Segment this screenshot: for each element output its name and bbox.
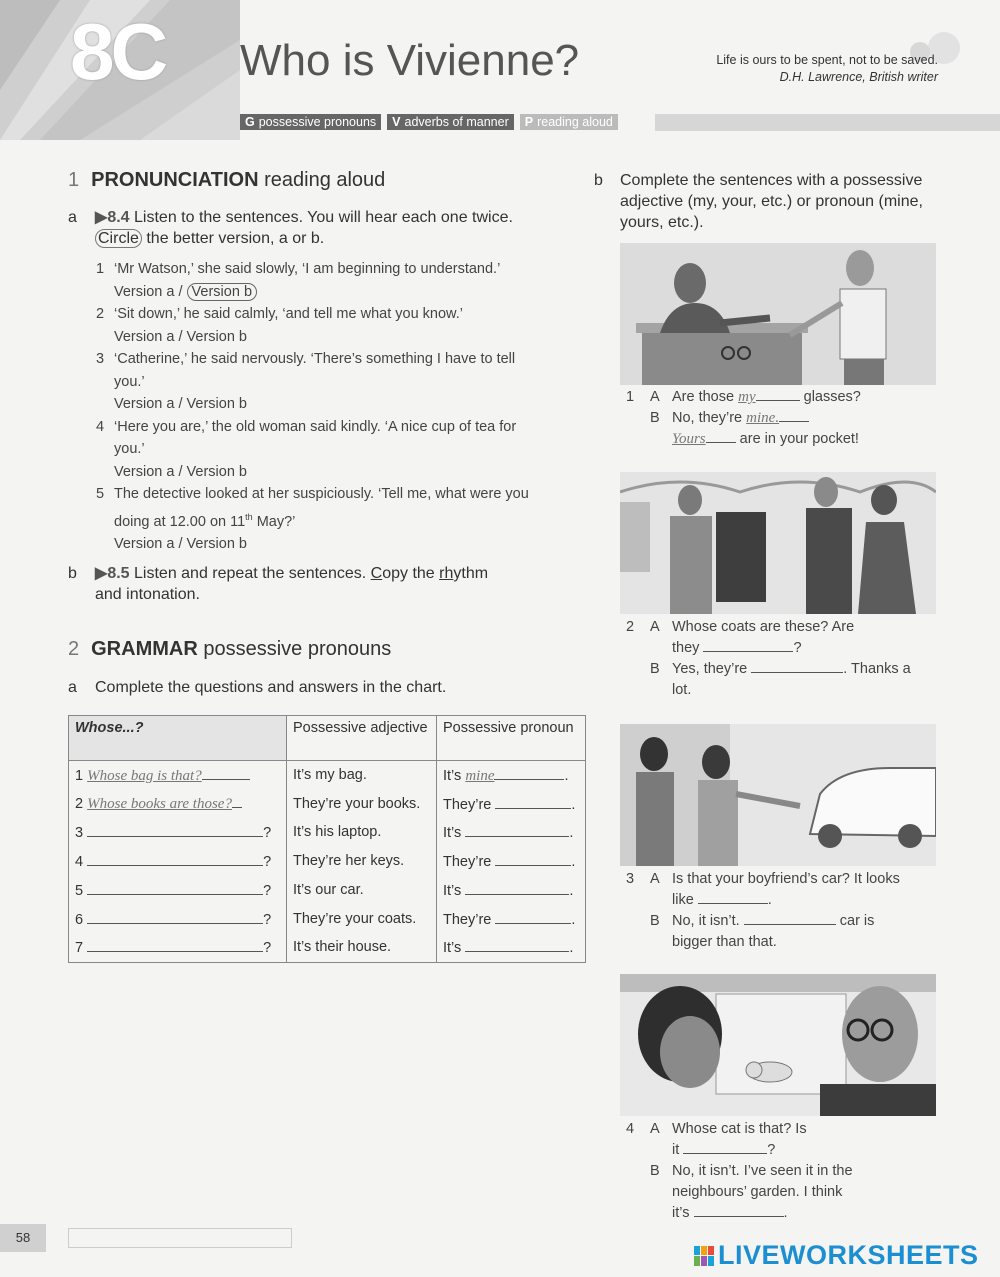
version-choice[interactable]: Version a / Version b bbox=[114, 328, 247, 345]
table-row: 4 ? They’re her keys. They’re . bbox=[69, 847, 586, 876]
answer-field[interactable] bbox=[465, 938, 569, 952]
answer-field[interactable] bbox=[465, 881, 569, 895]
illustration-glasses bbox=[620, 243, 936, 385]
list-item: 5 The detective looked at her suspiciously. ‘Tell me, what were you doing at 12.00 on 11th May?’ Version a / Version b bbox=[96, 483, 566, 555]
circled-answer[interactable]: Version b bbox=[187, 283, 257, 301]
men-pointing-illustration bbox=[620, 243, 936, 385]
answer-field[interactable]: my bbox=[738, 389, 756, 405]
dialog-3: 3 A Is that your boyfriend’s car? It looks like . B No, it isn’t. car is bigger than that. bbox=[626, 871, 900, 950]
answer-field[interactable] bbox=[703, 638, 793, 652]
possessive-chart bbox=[68, 715, 586, 963]
section-1a-instruction: a ▶8.4 Listen to the sentences. You will hear each one twice. Circle the better version, a or b. bbox=[68, 209, 513, 247]
section-2a-instruction: a Complete the questions and answers in the chart. bbox=[68, 679, 447, 696]
answer-field[interactable] bbox=[751, 659, 843, 673]
answer-field[interactable]: mine. bbox=[746, 410, 780, 426]
answer-field[interactable] bbox=[683, 1140, 767, 1154]
table-header: Whose...? Possessive adjective Possessive pronoun bbox=[69, 716, 586, 761]
quote-text: Life is ours to be spent, not to be saved. bbox=[716, 53, 938, 67]
section-1-heading: 1 PRONUNCIATION reading aloud bbox=[68, 169, 386, 191]
version-choice[interactable]: Version a / Version b bbox=[114, 535, 247, 552]
answer-field[interactable] bbox=[87, 910, 263, 924]
table-row: 2 Whose books are those? They’re your books. They’re . bbox=[69, 789, 586, 818]
quote-author: D.H. Lawrence, British writer bbox=[779, 70, 938, 84]
answer-field[interactable] bbox=[87, 881, 263, 895]
table-row: 1 Whose bag is that? It’s my bag. It’s mine . bbox=[69, 761, 586, 790]
answer-field[interactable]: Whose bag is that? bbox=[87, 767, 202, 784]
version-choice[interactable]: Version a / Version b bbox=[114, 396, 247, 412]
answer-field[interactable] bbox=[698, 890, 768, 904]
section-b-instruction: b Complete the sentences with a possessive adjective (my, your, etc.) or pronoun (mine, yours, etc.). bbox=[594, 172, 923, 231]
illustration-car bbox=[620, 724, 936, 866]
tag-bar-filler bbox=[655, 114, 1000, 131]
dialog-1: 1 A Are those my glasses? B No, they’re mine. Yours are in your pocket! bbox=[626, 389, 861, 447]
brand-name: LIVEWORKSHEETS bbox=[718, 1240, 979, 1270]
illustration-cat bbox=[620, 974, 936, 1116]
answer-field[interactable] bbox=[495, 795, 571, 809]
brand-logo[interactable] bbox=[694, 1240, 979, 1271]
answer-field[interactable] bbox=[744, 911, 836, 925]
list-item: 3 ‘Catherine,’ he said nervously. ‘There’s something I have to tell you.’ Version a / Version b bbox=[96, 348, 566, 416]
answer-field[interactable] bbox=[495, 852, 571, 866]
answer-field[interactable] bbox=[465, 823, 569, 837]
answer-field[interactable] bbox=[694, 1203, 784, 1217]
table-row: 6 ? They’re your coats. They’re . bbox=[69, 904, 586, 933]
answer-field[interactable]: mine bbox=[465, 767, 495, 784]
answer-field[interactable] bbox=[87, 823, 263, 837]
answer-field[interactable]: Whose books are those? bbox=[87, 796, 232, 813]
audio-icon[interactable]: ▶ bbox=[95, 565, 108, 582]
page-title: Who is Vivienne? bbox=[240, 36, 580, 85]
page-header bbox=[0, 0, 1000, 140]
list-item: 1 ‘Mr Watson,’ she said slowly, ‘I am beginning to understand.’ Version a / Version b bbox=[96, 261, 501, 300]
answer-field[interactable] bbox=[87, 938, 263, 952]
quote-block bbox=[716, 52, 938, 86]
topic-tags bbox=[240, 114, 618, 130]
table-row: 5 ? It’s our car. It’s . bbox=[69, 876, 586, 905]
answer-field[interactable] bbox=[87, 852, 263, 866]
page-number: 58 bbox=[0, 1224, 46, 1252]
illustration-coats bbox=[620, 472, 936, 614]
table-row: 3 ? It’s his laptop. It’s . bbox=[69, 818, 586, 847]
footer-box bbox=[68, 1228, 292, 1248]
cat-illustration bbox=[620, 974, 936, 1116]
section-1b-instruction: b ▶8.5 Listen and repeat the sentences. Copy the rhythm and intonation. bbox=[68, 565, 489, 603]
list-item: 2 ‘Sit down,’ he said calmly, ‘and tell me what you know.’ Version a / Version b bbox=[96, 303, 566, 348]
section-2-heading: 2 GRAMMAR possessive pronouns bbox=[68, 638, 392, 660]
answer-field[interactable] bbox=[495, 910, 571, 924]
table-row: 7 ? It’s their house. It’s . bbox=[69, 933, 586, 962]
liveworksheets-icon bbox=[694, 1246, 714, 1266]
tag-grammar: G possessive pronouns bbox=[240, 114, 381, 130]
list-item: 4 ‘Here you are,’ the old woman said kindly. ‘A nice cup of tea for you.’ Version a / Version b bbox=[96, 416, 566, 484]
tag-vocabulary: V adverbs of manner bbox=[387, 114, 514, 130]
audio-icon[interactable]: ▶ bbox=[95, 209, 108, 226]
tag-pronunciation: P reading aloud bbox=[520, 114, 618, 130]
car-illustration bbox=[620, 724, 936, 866]
version-choice[interactable]: Version a / Version b bbox=[114, 463, 247, 480]
unit-number: 8C bbox=[70, 7, 165, 96]
coats-illustration bbox=[620, 472, 936, 614]
pronunciation-items bbox=[96, 258, 566, 555]
answer-field[interactable]: Yours bbox=[672, 431, 706, 447]
dialog-2: 2 A Whose coats are these? Are they ? B Yes, they’re . Thanks a lot. bbox=[626, 619, 911, 698]
dialog-4: 4 A Whose cat is that? Is it ? B No, it isn’t. I’ve seen it in the neighbours’ garden. I think it’s . bbox=[626, 1121, 853, 1221]
